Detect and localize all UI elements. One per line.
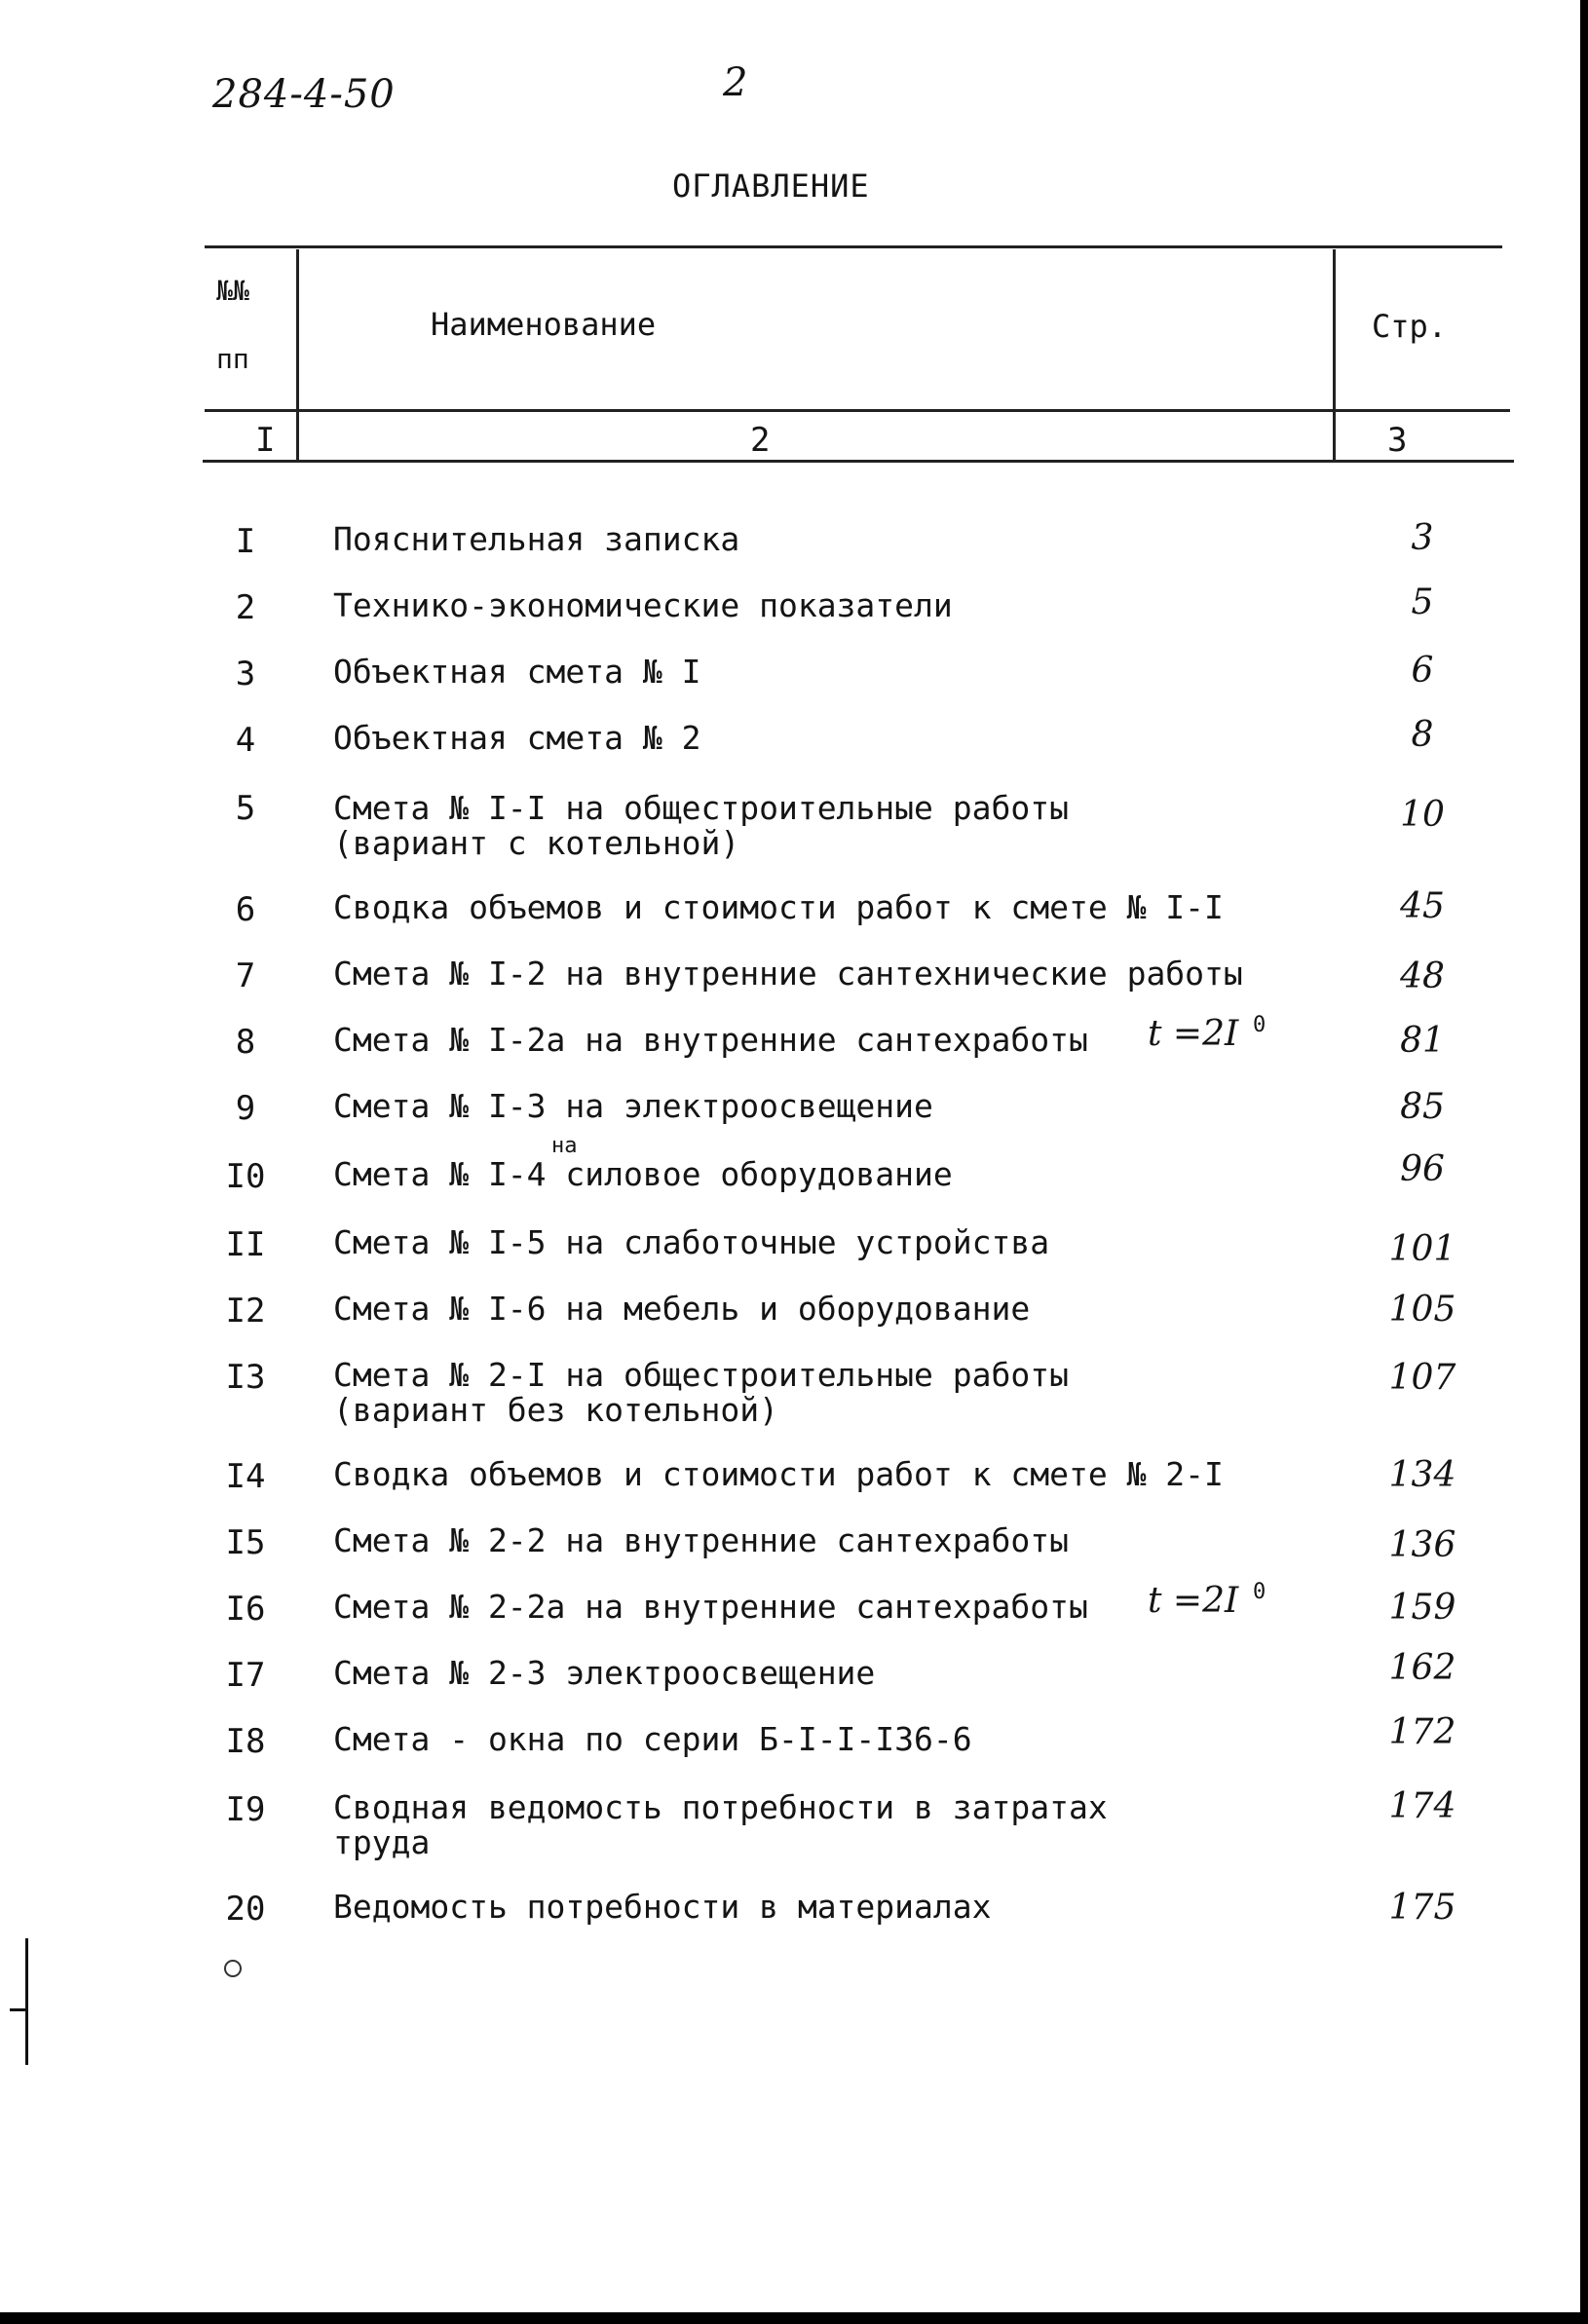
header-bottom-rule (205, 409, 1510, 412)
row-number: 3 (235, 655, 256, 693)
row-title: Смета № 2-I на общестроительные работы (333, 1356, 1069, 1394)
row-page: 134 (1388, 1455, 1456, 1495)
row-title: Ведомость потребности в материалах (333, 1888, 992, 1926)
row-title: Технико-экономические показатели (333, 586, 953, 624)
degree-sign: 0 (1253, 1013, 1267, 1037)
row-title: Сводка объемов и стоимости работ к смете № I-I (333, 888, 1224, 926)
row-page: 6 (1411, 651, 1434, 691)
row-page: 105 (1388, 1290, 1456, 1330)
document-title: ОГЛАВЛЕНИЕ (672, 168, 870, 205)
row-title: Смета № 2-2а на внутренние сантехработы (333, 1588, 1088, 1626)
row-page: 48 (1400, 956, 1445, 996)
row-number: I8 (225, 1722, 266, 1761)
hole-mark (224, 1960, 242, 1977)
row-title: Смета № 2-3 электроосвещение (333, 1654, 876, 1692)
row-page: 5 (1411, 582, 1434, 622)
row-number: 20 (225, 1890, 266, 1929)
degree-sign: 0 (1253, 1580, 1267, 1604)
row-title: Сводка объемов и стоимости работ к смете № 2-I (333, 1455, 1224, 1493)
row-number: I9 (225, 1790, 266, 1829)
row-title: Объектная смета № 2 (333, 719, 701, 757)
row-page: 45 (1400, 886, 1445, 926)
row-page: 159 (1388, 1588, 1456, 1628)
row-number: I4 (225, 1457, 266, 1496)
row-page: 175 (1388, 1888, 1456, 1928)
binding-mark (25, 1938, 28, 2065)
row-number: 9 (235, 1089, 256, 1128)
row-title: Смета № I-2 на внутренние сантехнические работы (333, 955, 1243, 993)
row-number: 2 (235, 588, 256, 627)
column-divider-right (1333, 249, 1336, 462)
scan-border-bottom (0, 2312, 1588, 2324)
row-number: I7 (225, 1656, 266, 1695)
row-title: Пояснительная записка (333, 520, 740, 558)
row-title: Смета № I-5 на слаботочные устройства (333, 1223, 1050, 1261)
column-header-number-sub: пп (216, 343, 249, 375)
temperature-note: t =2I (1148, 1581, 1239, 1621)
row-title: Смета № I-3 на электроосвещение (333, 1087, 933, 1125)
row-page: 136 (1388, 1525, 1456, 1565)
row-page: 172 (1388, 1712, 1456, 1752)
row-title: Смета - окна по серии Б-I-I-I36-6 (333, 1720, 972, 1758)
row-title: Смета № I-6 на мебель и оборудование (333, 1290, 1031, 1328)
row-number: 7 (235, 956, 256, 995)
column-number-2: 2 (750, 421, 771, 460)
column-header-name: Наименование (431, 306, 657, 343)
column-number-1: I (255, 421, 276, 460)
row-page: 162 (1388, 1648, 1456, 1688)
row-page: 8 (1411, 715, 1434, 755)
scan-border-right (1580, 0, 1588, 2324)
column-numbers-bottom-rule (203, 460, 1514, 463)
temperature-note: t =2I (1148, 1014, 1239, 1054)
row-number: I (235, 522, 256, 561)
row-number: I2 (225, 1292, 266, 1331)
row-title-continued: труда (333, 1823, 431, 1861)
row-title-continued: (вариант с котельной) (333, 824, 740, 862)
inserted-word: на (551, 1134, 578, 1158)
row-number: I0 (225, 1157, 266, 1196)
table-top-rule (205, 245, 1502, 248)
row-page: 10 (1400, 795, 1445, 835)
row-title: Смета № I-2а на внутренние сантехработы (333, 1021, 1088, 1059)
row-page: 174 (1388, 1786, 1456, 1826)
row-number: 8 (235, 1023, 256, 1062)
row-page: 96 (1400, 1149, 1445, 1189)
column-number-3: 3 (1387, 421, 1408, 460)
row-page: 107 (1388, 1358, 1456, 1398)
row-number: I6 (225, 1590, 266, 1629)
row-page: 101 (1388, 1229, 1456, 1269)
row-title: Сводная ведомость потребности в затратах (333, 1788, 1108, 1826)
row-title: Смета № I-4 силовое оборудование (333, 1155, 953, 1193)
row-number: 6 (235, 890, 256, 929)
document-code: 284-4-50 (212, 72, 396, 117)
row-title-continued: (вариант без котельной) (333, 1391, 778, 1429)
row-number: I5 (225, 1523, 266, 1562)
row-number: 5 (235, 789, 256, 828)
page-number: 2 (723, 60, 748, 105)
row-number: 4 (235, 721, 256, 760)
row-number: I3 (225, 1358, 266, 1397)
row-title: Смета № 2-2 на внутренние сантехработы (333, 1521, 1069, 1559)
column-header-page: Стр. (1372, 308, 1448, 345)
row-page: 81 (1400, 1021, 1445, 1061)
row-page: 85 (1400, 1087, 1445, 1127)
row-title: Объектная смета № I (333, 653, 701, 691)
row-number: II (225, 1225, 266, 1264)
column-divider-left (296, 249, 299, 462)
binding-tick (10, 2008, 27, 2011)
row-title: Смета № I-I на общестроительные работы (333, 789, 1069, 827)
row-page: 3 (1411, 518, 1434, 558)
column-header-number: №№ (216, 275, 249, 307)
